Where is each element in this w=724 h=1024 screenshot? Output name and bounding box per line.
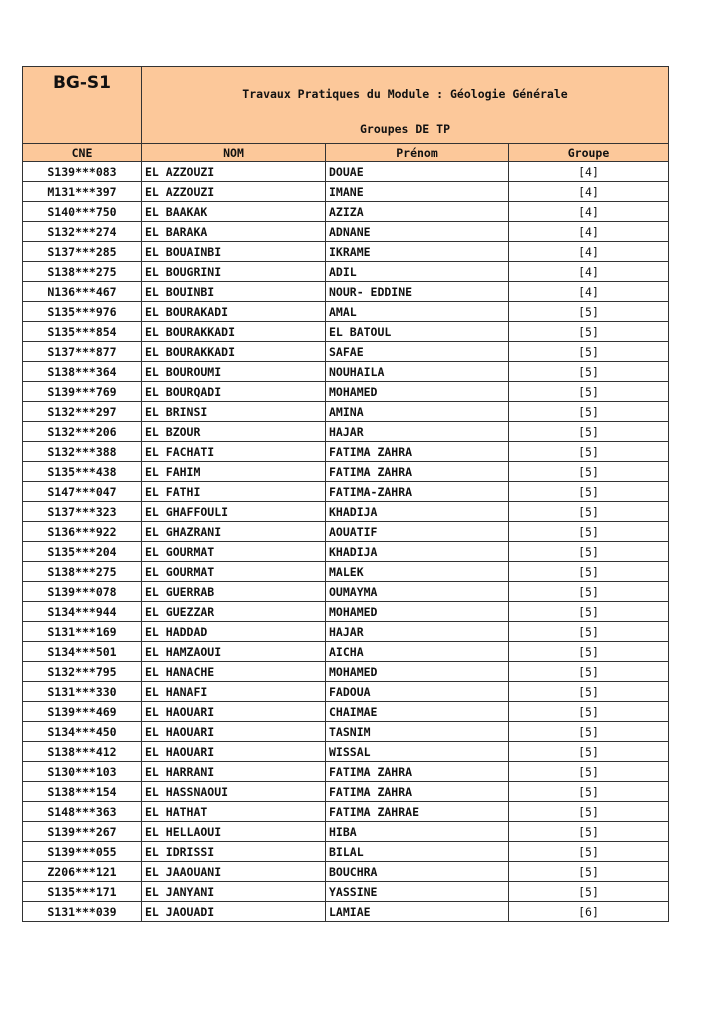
table-row xyxy=(23,262,669,282)
prenom-cell: AICHA xyxy=(326,642,509,662)
prenom-cell: FADOUA xyxy=(326,682,509,702)
table-row xyxy=(23,162,669,182)
cne-cell: S132***274 xyxy=(23,222,142,242)
groupe-cell: [4] xyxy=(509,262,669,282)
cne-cell: S138***154 xyxy=(23,782,142,802)
groupe-cell: [5] xyxy=(509,642,669,662)
cne-cell: S132***297 xyxy=(23,402,142,422)
groupe-cell: [5] xyxy=(509,422,669,442)
table-row xyxy=(23,642,669,662)
prenom-cell: HAJAR xyxy=(326,422,509,442)
prenom-cell: WISSAL xyxy=(326,742,509,762)
nom-cell: EL JAAOUANI xyxy=(142,862,326,882)
cne-cell: S131***169 xyxy=(23,622,142,642)
cne-cell: M131***397 xyxy=(23,182,142,202)
groupe-cell: [5] xyxy=(509,502,669,522)
groupe-cell: [4] xyxy=(509,182,669,202)
table-row xyxy=(23,902,669,922)
groupe-cell: [5] xyxy=(509,542,669,562)
table-row xyxy=(23,502,669,522)
nom-cell: EL BOURQADI xyxy=(142,382,326,402)
table-row xyxy=(23,342,669,362)
nom-cell: EL GHAZRANI xyxy=(142,522,326,542)
prenom-cell: SAFAE xyxy=(326,342,509,362)
table-row xyxy=(23,302,669,322)
cne-cell: S137***877 xyxy=(23,342,142,362)
groupe-cell: [5] xyxy=(509,862,669,882)
prenom-cell: HIBA xyxy=(326,822,509,842)
nom-cell: EL JANYANI xyxy=(142,882,326,902)
table-row xyxy=(23,662,669,682)
groupe-cell: [5] xyxy=(509,382,669,402)
nom-cell: EL HATHAT xyxy=(142,802,326,822)
table-row xyxy=(23,682,669,702)
groupe-cell: [5] xyxy=(509,742,669,762)
nom-cell: EL GOURMAT xyxy=(142,542,326,562)
cne-cell: S138***275 xyxy=(23,262,142,282)
nom-cell: EL HANAFI xyxy=(142,682,326,702)
prenom-cell: IKRAME xyxy=(326,242,509,262)
table-row xyxy=(23,782,669,802)
nom-cell: EL HAOUARI xyxy=(142,722,326,742)
groups-subtitle: Groupes DE TP xyxy=(360,122,451,136)
table-row xyxy=(23,382,669,402)
module-title: Travaux Pratiques du Module : Géologie Générale xyxy=(242,87,568,101)
table-row xyxy=(23,222,669,242)
prenom-cell: AOUATIF xyxy=(326,522,509,542)
cne-cell: S138***275 xyxy=(23,562,142,582)
cne-cell: Z206***121 xyxy=(23,862,142,882)
nom-cell: EL AZZOUZI xyxy=(142,182,326,202)
title-block xyxy=(142,67,669,144)
nom-cell: EL BOUGRINI xyxy=(142,262,326,282)
prenom-cell: FATIMA ZAHRA xyxy=(326,442,509,462)
nom-cell: EL BOURAKKADI xyxy=(142,322,326,342)
nom-cell: EL BOURAKADI xyxy=(142,302,326,322)
table-row xyxy=(23,402,669,422)
cne-cell: S130***103 xyxy=(23,762,142,782)
table-row xyxy=(23,462,669,482)
cne-cell: S139***055 xyxy=(23,842,142,862)
table-row xyxy=(23,522,669,542)
cne-cell: S134***450 xyxy=(23,722,142,742)
groupe-cell: [4] xyxy=(509,202,669,222)
prenom-cell: FATIMA-ZAHRA xyxy=(326,482,509,502)
prenom-cell: FATIMA ZAHRA xyxy=(326,762,509,782)
cne-cell: S135***438 xyxy=(23,462,142,482)
groupe-cell: [5] xyxy=(509,462,669,482)
cne-cell: S134***501 xyxy=(23,642,142,662)
groupe-cell: [5] xyxy=(509,562,669,582)
cne-cell: S136***922 xyxy=(23,522,142,542)
cne-cell: S135***204 xyxy=(23,542,142,562)
prenom-cell: KHADIJA xyxy=(326,502,509,522)
nom-cell: EL BRINSI xyxy=(142,402,326,422)
col-header-prenom: Prénom xyxy=(326,144,509,162)
cne-cell: S138***412 xyxy=(23,742,142,762)
prenom-cell: OUMAYMA xyxy=(326,582,509,602)
cne-cell: S147***047 xyxy=(23,482,142,502)
nom-cell: EL HAMZAOUI xyxy=(142,642,326,662)
table-row xyxy=(23,802,669,822)
cne-cell: S137***285 xyxy=(23,242,142,262)
prenom-cell: AMAL xyxy=(326,302,509,322)
prenom-cell: MOHAMED xyxy=(326,662,509,682)
nom-cell: EL GUEZZAR xyxy=(142,602,326,622)
prenom-cell: NOUHAILA xyxy=(326,362,509,382)
groupe-cell: [5] xyxy=(509,402,669,422)
nom-cell: EL BAAKAK xyxy=(142,202,326,222)
table-row xyxy=(23,242,669,262)
prenom-cell: FATIMA ZAHRA xyxy=(326,782,509,802)
nom-cell: EL BZOUR xyxy=(142,422,326,442)
groupe-cell: [5] xyxy=(509,302,669,322)
cne-cell: S138***364 xyxy=(23,362,142,382)
groupe-cell: [5] xyxy=(509,362,669,382)
col-header-cne: CNE xyxy=(23,144,142,162)
cne-cell: S139***078 xyxy=(23,582,142,602)
prenom-cell: HAJAR xyxy=(326,622,509,642)
nom-cell: EL GUERRAB xyxy=(142,582,326,602)
groupe-cell: [6] xyxy=(509,902,669,922)
cne-cell: S131***039 xyxy=(23,902,142,922)
title-row xyxy=(23,67,669,144)
table-row xyxy=(23,862,669,882)
class-code: BG-S1 xyxy=(23,67,142,144)
table-row xyxy=(23,422,669,442)
nom-cell: EL FATHI xyxy=(142,482,326,502)
prenom-cell: CHAIMAE xyxy=(326,702,509,722)
prenom-cell: TASNIM xyxy=(326,722,509,742)
nom-cell: EL HANACHE xyxy=(142,662,326,682)
prenom-cell: BOUCHRA xyxy=(326,862,509,882)
cne-cell: S135***171 xyxy=(23,882,142,902)
groupe-cell: [5] xyxy=(509,842,669,862)
groupe-cell: [5] xyxy=(509,342,669,362)
table-row xyxy=(23,362,669,382)
students-table xyxy=(22,66,669,922)
table-row xyxy=(23,842,669,862)
cne-cell: S132***388 xyxy=(23,442,142,462)
groupe-cell: [5] xyxy=(509,482,669,502)
table-row xyxy=(23,622,669,642)
nom-cell: EL HAOUARI xyxy=(142,742,326,762)
prenom-cell: NOUR- EDDINE xyxy=(326,282,509,302)
table-row xyxy=(23,562,669,582)
cne-cell: S137***323 xyxy=(23,502,142,522)
table-row xyxy=(23,442,669,462)
table-row xyxy=(23,182,669,202)
nom-cell: EL HELLAOUI xyxy=(142,822,326,842)
prenom-cell: FATIMA ZAHRA xyxy=(326,462,509,482)
nom-cell: EL GHAFFOULI xyxy=(142,502,326,522)
groupe-cell: [5] xyxy=(509,682,669,702)
nom-cell: EL IDRISSI xyxy=(142,842,326,862)
nom-cell: EL BOUAINBI xyxy=(142,242,326,262)
table-row xyxy=(23,742,669,762)
table-row xyxy=(23,882,669,902)
col-header-groupe: Groupe xyxy=(509,144,669,162)
nom-cell: EL HASSNAOUI xyxy=(142,782,326,802)
table-row xyxy=(23,282,669,302)
cne-cell: S139***769 xyxy=(23,382,142,402)
table-body xyxy=(23,162,669,922)
prenom-cell: MOHAMED xyxy=(326,382,509,402)
cne-cell: S131***330 xyxy=(23,682,142,702)
groupe-cell: [5] xyxy=(509,822,669,842)
prenom-cell: FATIMA ZAHRAE xyxy=(326,802,509,822)
cne-cell: S132***206 xyxy=(23,422,142,442)
groupe-cell: [4] xyxy=(509,242,669,262)
nom-cell: EL BOUROUMI xyxy=(142,362,326,382)
cne-cell: S139***469 xyxy=(23,702,142,722)
cne-cell: S148***363 xyxy=(23,802,142,822)
nom-cell: EL AZZOUZI xyxy=(142,162,326,182)
prenom-cell: IMANE xyxy=(326,182,509,202)
table-row xyxy=(23,702,669,722)
cne-cell: S139***083 xyxy=(23,162,142,182)
groupe-cell: [5] xyxy=(509,522,669,542)
nom-cell: EL BARAKA xyxy=(142,222,326,242)
nom-cell: EL FAHIM xyxy=(142,462,326,482)
groupe-cell: [4] xyxy=(509,162,669,182)
prenom-cell: AZIZA xyxy=(326,202,509,222)
prenom-cell: YASSINE xyxy=(326,882,509,902)
groupe-cell: [5] xyxy=(509,762,669,782)
table-row xyxy=(23,202,669,222)
groupe-cell: [5] xyxy=(509,722,669,742)
column-header-row xyxy=(23,144,669,162)
nom-cell: EL FACHATI xyxy=(142,442,326,462)
groupe-cell: [5] xyxy=(509,782,669,802)
groupe-cell: [5] xyxy=(509,322,669,342)
cne-cell: S140***750 xyxy=(23,202,142,222)
groupe-cell: [4] xyxy=(509,282,669,302)
nom-cell: EL BOUINBI xyxy=(142,282,326,302)
groupe-cell: [5] xyxy=(509,662,669,682)
table-row xyxy=(23,482,669,502)
col-header-nom: NOM xyxy=(142,144,326,162)
prenom-cell: KHADIJA xyxy=(326,542,509,562)
groupe-cell: [5] xyxy=(509,882,669,902)
table-row xyxy=(23,722,669,742)
student-group-sheet xyxy=(22,66,668,922)
nom-cell: EL HADDAD xyxy=(142,622,326,642)
prenom-cell: MOHAMED xyxy=(326,602,509,622)
groupe-cell: [5] xyxy=(509,622,669,642)
cne-cell: S135***976 xyxy=(23,302,142,322)
table-row xyxy=(23,762,669,782)
nom-cell: EL GOURMAT xyxy=(142,562,326,582)
nom-cell: EL HAOUARI xyxy=(142,702,326,722)
groupe-cell: [5] xyxy=(509,702,669,722)
groupe-cell: [4] xyxy=(509,222,669,242)
table-row xyxy=(23,542,669,562)
prenom-cell: LAMIAE xyxy=(326,902,509,922)
prenom-cell: ADIL xyxy=(326,262,509,282)
groupe-cell: [5] xyxy=(509,442,669,462)
table-row xyxy=(23,582,669,602)
prenom-cell: BILAL xyxy=(326,842,509,862)
prenom-cell: MALEK xyxy=(326,562,509,582)
nom-cell: EL HARRANI xyxy=(142,762,326,782)
table-row xyxy=(23,602,669,622)
prenom-cell: AMINA xyxy=(326,402,509,422)
groupe-cell: [5] xyxy=(509,602,669,622)
nom-cell: EL JAOUADI xyxy=(142,902,326,922)
table-row xyxy=(23,322,669,342)
prenom-cell: DOUAE xyxy=(326,162,509,182)
cne-cell: S139***267 xyxy=(23,822,142,842)
cne-cell: S132***795 xyxy=(23,662,142,682)
groupe-cell: [5] xyxy=(509,802,669,822)
prenom-cell: EL BATOUL xyxy=(326,322,509,342)
cne-cell: N136***467 xyxy=(23,282,142,302)
cne-cell: S135***854 xyxy=(23,322,142,342)
table-row xyxy=(23,822,669,842)
groupe-cell: [5] xyxy=(509,582,669,602)
nom-cell: EL BOURAKKADI xyxy=(142,342,326,362)
prenom-cell: ADNANE xyxy=(326,222,509,242)
cne-cell: S134***944 xyxy=(23,602,142,622)
